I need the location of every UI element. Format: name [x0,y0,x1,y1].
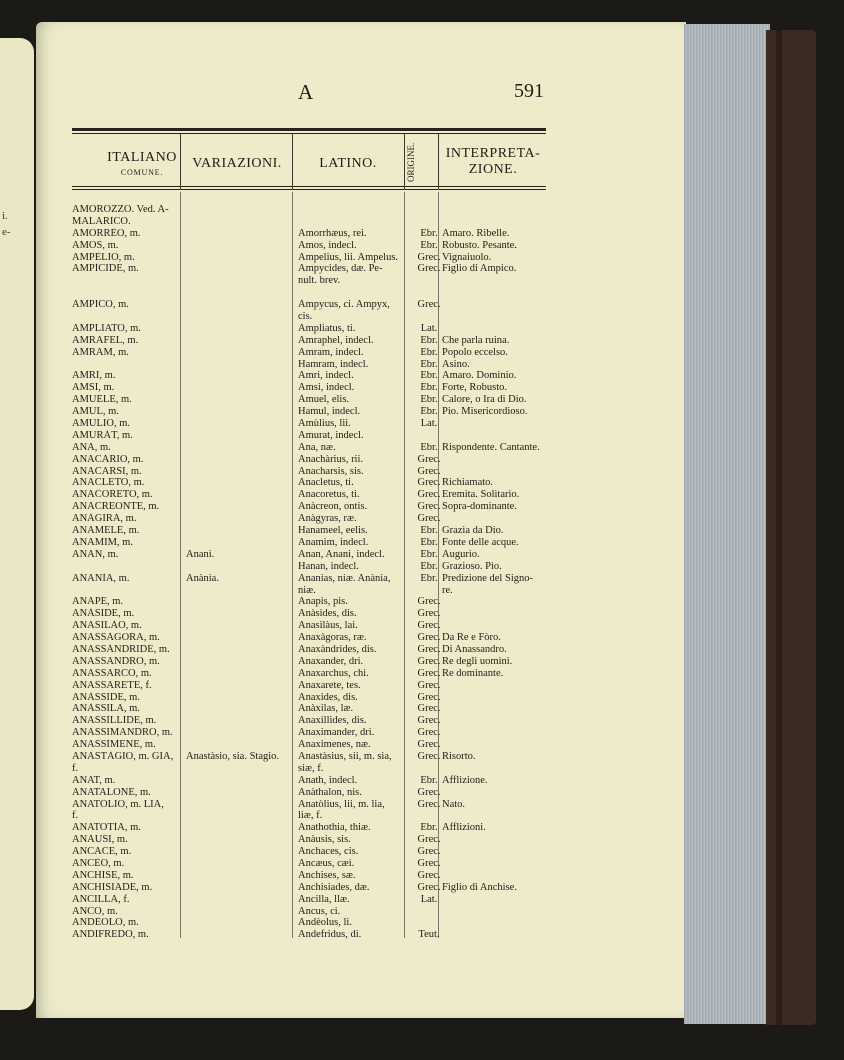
table-row [72,240,572,252]
table-row [72,608,572,620]
italiano-cell: ANÀGIRA, m. [72,513,137,525]
origine-cell: Grec. [417,655,441,667]
italiano-cell: ANANÌA, m. [72,572,130,584]
origine-cell: Grec. [417,299,441,311]
latino-cell: Hamram, indecl. [298,358,369,370]
latino-cell: Anacharsis, sis. [298,465,364,477]
italiano-cell: f. [72,810,79,822]
italiano-cell: ANASTÀGIO, m. GIA, [72,750,174,762]
origine-cell: Ebr. [420,227,438,239]
latino-cell: Hanameel, eelis. [298,525,368,537]
origine-cell: Grec. [417,596,441,608]
latino-cell: Amùlius, lii. [298,418,351,430]
table-row [72,668,572,680]
italiano-cell: AMPÌCIDE, m. [72,263,139,275]
table-row [72,252,572,264]
table-row [72,525,572,537]
interpretazione-cell: Robusto. Pesante. [442,239,517,251]
italiano-cell: ANÀSSIDE, m. [72,691,140,703]
table-row [72,632,572,644]
latino-cell: Ancus, ci. [298,905,341,917]
table-row [72,929,572,941]
table-row [72,751,572,763]
table-row [72,917,572,929]
italiano-cell: AMRAM, m. [72,346,129,358]
interpretazione-cell: Re dominante. [442,667,504,679]
italiano-cell: AMPÈLIO, m. [72,251,135,263]
column-divider [292,134,293,190]
origine-cell: Grec. [417,453,441,465]
origine-cell: Ebr. [420,346,438,358]
table-row [72,656,572,668]
latino-cell: Ana, næ. [298,441,336,453]
latino-cell: Anaxarchus, chi. [298,667,369,679]
italiano-cell: ANDÈOLO, m. [72,917,139,929]
origine-cell: Grec. [417,608,441,620]
origine-cell: Grec. [417,513,441,525]
table-row [72,703,572,715]
interpretazione-cell: Pio. Misericordioso. [442,406,528,418]
table-row [72,787,572,799]
origine-cell: Grec. [417,632,441,644]
table-row [72,644,572,656]
italiano-cell: ANA, m. [72,441,111,453]
interpretazione-cell: Amaro. Ribelle. [442,227,510,239]
origine-cell: Grec. [417,834,441,846]
variazioni-cell: Anània. [186,572,219,584]
italiano-cell: ANASILÀO, m. [72,620,142,632]
interpretazione-cell: Afflizioni. [442,822,486,834]
table-row [72,858,572,870]
latino-cell: Anaximenes, næ. [298,739,371,751]
origine-cell: Ebr. [420,334,438,346]
origine-cell: Ebr. [420,441,438,453]
latino-cell: Anasilàus, lai. [298,620,358,632]
origine-cell: Ebr. [420,370,438,382]
latino-cell: Anacoretus, ti. [298,489,360,501]
left-page-fragment: e- [2,226,11,238]
origine-cell: Grec. [417,477,441,489]
latino-cell: niæ. [298,584,316,596]
table-row [72,418,572,430]
italiano-cell: f. [72,762,79,774]
interpretazione-cell: Rispondente. Cantante. [442,441,540,453]
interpretazione-cell: Richiamato. [442,477,494,489]
latino-cell: Àmuel, elis. [298,394,350,406]
table-row [72,382,572,394]
origine-cell: Grec. [417,727,441,739]
italiano-cell: ANÀSIDE, m. [72,608,135,620]
origine-cell: Grec. [417,667,441,679]
italiano-cell: ANACÀRIO, m. [72,453,144,465]
origine-cell: Grec. [417,750,441,762]
italiano-cell: ANAT, m. [72,774,116,786]
latino-cell: Anàsides, dis. [298,608,357,620]
table-row [72,347,572,359]
origine-cell: Lat. [420,418,438,430]
table-row [72,513,572,525]
origine-cell: Grec. [417,739,441,751]
header-latino: LATINO. [319,156,377,171]
origine-cell: Ebr. [420,239,438,251]
left-page-fragment: i. [2,210,8,222]
origine-cell: Ebr. [420,406,438,418]
origine-cell: Grec. [417,643,441,655]
table-row [72,335,572,347]
italiano-cell: ANCILLA, f. [72,893,130,905]
italiano-cell: ANAMIM, m. [72,536,133,548]
italiano-cell: ANDIFREDO, m. [72,929,149,941]
italiano-cell: ÀMPICO, m. [72,299,129,311]
latino-cell: Andefridus, di. [298,929,362,941]
latino-cell: Anastàsius, sii, m. sia, [298,750,392,762]
italiano-cell: AMRAFEL, m. [72,334,139,346]
left-page-edge [0,38,34,1010]
italiano-cell: ANACREONTE, m. [72,501,160,513]
table-row [72,822,572,834]
origine-cell: Teut. [418,929,440,941]
latino-cell: Hamul, indecl. [298,406,361,418]
header-rule [72,128,546,131]
running-letter: A [298,80,314,104]
italiano-cell: ANCÈO, m. [72,857,125,869]
table-row [72,406,572,418]
italiano-cell: AMUÈLE, m. [72,394,132,406]
interpretazione-cell: Amaro. Dominio. [442,370,517,382]
italiano-cell: ANASSÀGORA, m. [72,632,160,644]
interpretazione-cell: Grazioso. Pio. [442,560,502,572]
origine-cell: Ebr. [420,382,438,394]
table-row [72,394,572,406]
table-row [72,585,572,597]
origine-cell: Ebr. [420,536,438,548]
latino-cell: Anan, Anani, indecl. [298,548,385,560]
interpretazione-cell: Forte, Robusto. [442,382,508,394]
column-header-variazioni [182,156,292,172]
table-row [72,275,572,287]
origine-cell: Grec. [417,251,441,263]
table-row [72,477,572,489]
latino-cell: Amraphel, indecl. [298,334,374,346]
table-row [72,846,572,858]
latino-cell: Anaxides, dis. [298,691,358,703]
interpretazione-cell: Vignaiuolo. [442,251,492,263]
italiano-cell: AMOROZZO. Ved. A- [72,204,169,215]
table-row [72,466,572,478]
italiano-cell: ANCACE, m. [72,846,132,858]
italiano-cell: ANASSÀNDRIDE, m. [72,643,170,655]
latino-cell: Anacletus, ti. [298,477,354,489]
italiano-cell: ANACLETO, m. [72,477,145,489]
interpretazione-cell: Calore, o Ira di Dio. [442,394,527,406]
table-row [72,894,572,906]
latino-cell: Anaxander, dri. [298,655,364,667]
italiano-cell: AMSI, m. [72,382,115,394]
latino-cell: Anàxilas, læ. [298,703,354,715]
column-header-rule [72,186,546,187]
italiano-cell: ANCHISIADE, m. [72,881,153,893]
latino-cell: Anapis, pis. [298,596,348,608]
latino-cell: Amorrhæus, rei. [298,227,367,239]
header-origine: ORIGINE. [406,142,416,182]
table-row [72,216,572,228]
column-header-rule-thin [72,189,546,190]
table-row [72,715,572,727]
latino-cell: Anchisiades, dæ. [298,881,370,893]
origine-cell: Ebr. [420,358,438,370]
latino-cell: Anaximander, dri. [298,727,375,739]
table-row [72,906,572,918]
column-header-origine [406,142,416,182]
italiano-cell: AMPLIATO, m. [72,322,141,334]
italiano-cell: AMOS, m. [72,239,119,251]
latino-cell: Anachàrius, rii. [298,453,364,465]
interpretazione-cell: Figlio di Anchise. [442,881,517,893]
italiano-cell: ANASSÌLLIDE, m. [72,715,157,727]
latino-cell: nult. brev. [298,275,341,287]
table-row [72,739,572,751]
table-row [72,263,572,275]
italiano-cell: ANASSÌMENE, m. [72,739,156,751]
table-row [72,870,572,882]
table-row [72,430,572,442]
interpretazione-cell: Asino. [442,358,470,370]
origine-cell: Grec. [417,465,441,477]
origine-cell: Ebr. [420,525,438,537]
table-row [72,454,572,466]
italiano-cell: ANAN, m. [72,548,119,560]
latino-cell: Amri, indecl. [298,370,354,382]
origine-cell: Grec. [417,501,441,513]
latino-cell: Amurat, indecl. [298,429,364,441]
italiano-cell: ANATÒLIO, m. LIA, [72,798,164,810]
table-row [72,680,572,692]
origine-cell: Ebr. [420,548,438,560]
latino-cell: Ancilla, llæ. [298,893,350,905]
italiano-cell: ANCO, m. [72,905,118,917]
origine-cell: Grec. [417,263,441,275]
italiano-cell: ANASSARCO, m. [72,667,152,679]
table-row [72,501,572,513]
interpretazione-cell: Augurio. [442,548,480,560]
column-header-interpretazione [440,146,546,178]
origine-cell: Ebr. [420,394,438,406]
latino-cell: Anchises, sæ. [298,869,356,881]
interpretazione-cell: Figlio di Ampico. [442,263,517,275]
italiano-cell: MALARICO. [72,215,131,227]
cover-spine-edge [776,30,782,1025]
italiano-cell: ANAPE, m. [72,596,124,608]
italiano-cell: AMÙLIO, m. [72,418,131,430]
origine-cell: Ebr. [420,572,438,584]
italiano-cell: ANACORETO, m. [72,489,153,501]
origine-cell: Grec. [417,715,441,727]
latino-cell: Anàthalon, nis. [298,786,362,798]
italiano-cell: ANATALONE, m. [72,786,151,798]
table-row [72,727,572,739]
latino-cell: cis. [298,311,313,323]
latino-cell: Amos, indecl. [298,239,357,251]
table-row [72,323,572,335]
origine-cell: Grec. [417,846,441,858]
italiano-cell: ANATOTÌA, m. [72,822,141,834]
italiano-cell: ANÀSSILA, m. [72,703,140,715]
latino-cell: Anatòlius, lii, m. lia, [298,798,385,810]
latino-cell: Anaxàgoras, ræ. [298,632,367,644]
origine-cell: Grec. [417,798,441,810]
interpretazione-cell: Popolo eccelso. [442,346,508,358]
table-row [72,620,572,632]
latino-cell: Amram, indecl. [298,346,364,358]
book-page [36,22,686,1018]
variazioni-cell: Anani. [186,548,215,560]
origine-cell: Grec. [417,786,441,798]
column-divider [180,134,181,190]
header-comune: COMUNE. [120,168,164,177]
latino-cell: Ampelius, lii. Ampelus. [298,251,399,263]
interpretazione-cell: Di Anassandro. [442,643,507,655]
interpretazione-cell: Sopra-dominante. [442,501,517,513]
italiano-cell: ANASSARETE, f. [72,679,152,691]
book-cover [766,30,816,1025]
interpretazione-cell: Afflizione. [442,774,488,786]
italiano-cell: ANCHISE, m. [72,869,134,881]
table-row [72,228,572,240]
latino-cell: Ananias, niæ. Anània, [298,572,391,584]
origine-cell: Grec. [417,620,441,632]
page-number: 591 [514,80,544,102]
interpretazione-cell: Risorto. [442,750,476,762]
origine-cell: Ebr. [420,822,438,834]
italiano-cell: AMURÀT, m. [72,429,133,441]
latino-cell: Anàcreon, ontis. [298,501,368,513]
italiano-cell: ANAMELE, m. [72,525,140,537]
latino-cell: siæ, f. [298,762,324,774]
latino-cell: Anaxarete, tes. [298,679,361,691]
variazioni-cell: Anastàsio, sia. Stagio. [186,750,280,762]
interpretazione-cell: Predizione del Signo- [442,572,533,584]
table-row [72,370,572,382]
column-divider [404,134,405,190]
table-row [72,573,572,585]
header-italiano: ITALIANO [107,150,177,165]
table-row [72,549,572,561]
latino-cell: Anathothia, thiæ. [298,822,371,834]
table-row [72,359,572,371]
column-header-latino [292,156,404,172]
italiano-cell: ANASSIMANDRO, m. [72,727,173,739]
interpretazione-cell: Fonte delle acque. [442,536,519,548]
latino-cell: Anchaces, cis. [298,846,359,858]
latino-cell: Àmpycus, ci. Ampyx, [298,299,390,311]
table-row [72,799,572,811]
origine-cell: Grec. [417,881,441,893]
latino-cell: liæ, f. [298,810,323,822]
interpretazione-cell: Eremita. Solitario. [442,489,520,501]
origine-cell: Ebr. [420,560,438,572]
interpretazione-cell: Re degli uomini. [442,655,513,667]
interpretazione-cell: Da Re e Fòro. [442,632,501,644]
italiano-cell: ANASSANDRO, m. [72,655,160,667]
table-row [72,692,572,704]
interpretazione-cell: Nato. [442,798,466,810]
table-row [72,763,572,775]
italiano-cell: ANÀUSI, m. [72,834,128,846]
header-interpretazione-2: ZIONE. [468,162,518,177]
origine-cell: Grec. [417,489,441,501]
origine-cell: Lat. [420,322,438,334]
dictionary-table [72,204,572,941]
latino-cell: Ampliatus, ti. [298,322,356,334]
latino-cell: Hanan, indecl. [298,560,359,572]
table-row [72,882,572,894]
table-row [72,561,572,573]
origine-cell: Grec. [417,691,441,703]
column-divider [438,134,439,190]
italiano-cell: AMORRÈO, m. [72,227,141,239]
table-row [72,287,572,299]
latino-cell: Anaxillides, dis. [298,715,367,727]
origine-cell: Ebr. [420,774,438,786]
latino-cell: Anàgyras, ræ. [298,513,357,525]
interpretazione-cell: Grazia da Dio. [442,525,504,537]
table-row [72,311,572,323]
table-row [72,596,572,608]
latino-cell: Ancæus, cæi. [298,857,355,869]
table-row [72,299,572,311]
latino-cell: Anaxàndrides, dis. [298,643,377,655]
book-fore-edge [684,24,770,1024]
italiano-cell: ANACARSI, m. [72,465,142,477]
italiano-cell: AMUL, m. [72,406,119,418]
latino-cell: Anath, indecl. [298,774,358,786]
origine-cell: Grec. [417,679,441,691]
latino-cell: Amsi, indecl. [298,382,355,394]
latino-cell: Anàusis, sis. [298,834,351,846]
header-variazioni: VARIAZIONI. [192,156,282,171]
table-row [72,810,572,822]
origine-cell: Grec. [417,869,441,881]
header-interpretazione-1: INTERPRETA- [445,146,541,161]
interpretazione-cell: Che parla ruina. [442,334,510,346]
latino-cell: Anamim, indecl. [298,536,369,548]
table-row [72,834,572,846]
table-row [72,775,572,787]
origine-cell: Grec. [417,857,441,869]
origine-cell: Grec. [417,703,441,715]
table-row [72,442,572,454]
italiano-cell: AMRI, m. [72,370,116,382]
origine-cell: Lat. [420,893,438,905]
interpretazione-cell: re. [442,584,453,596]
latino-cell: Andèolus, li. [298,917,352,929]
latino-cell: Ampycides, dæ. Pe- [298,263,383,275]
table-row [72,204,572,216]
header-rule-thin [72,133,546,134]
table-row [72,489,572,501]
table-row [72,537,572,549]
